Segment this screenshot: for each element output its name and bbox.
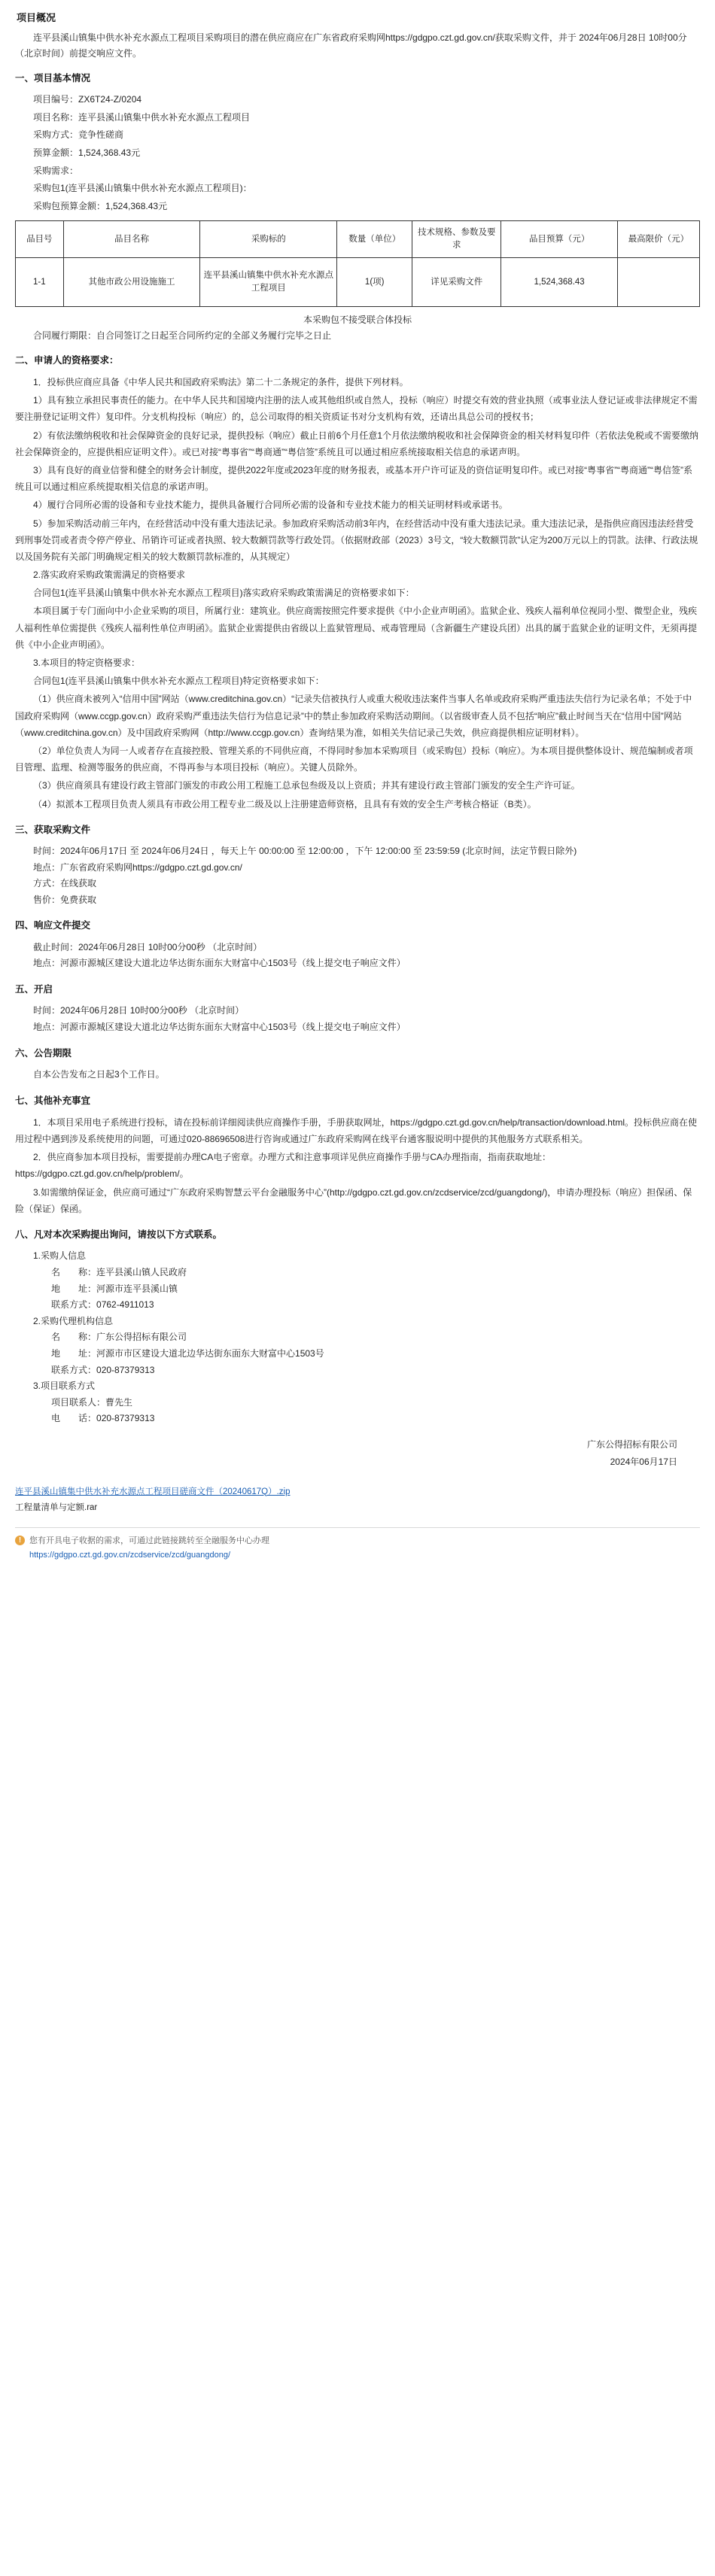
agency-name xyxy=(15,1329,700,1346)
attachment-link-rar[interactable]: 工程量清单与定额.rar xyxy=(15,1503,98,1513)
project-contact-phone-value: 020-87379313 xyxy=(96,1413,155,1424)
footer-notice-text xyxy=(29,1534,269,1562)
other-matters-item: 2．供应商参加本项目投标，需要提前办理CA电子密章。办理方式和注意事项详见供应商操作手册与CA办理指南，指南获取地址：https://gdgpo.czt.gd.gov.cn/help/problem/。 xyxy=(15,1152,552,1180)
get-documents-method: 方式：在线获取 xyxy=(33,878,97,889)
response-place: 地点：河源市源城区建设大道北边华达街东面东大财富中心1503号（线上提交电子响应文件） xyxy=(33,958,406,969)
purchaser-name-value: 连平县溪山镇人民政府 xyxy=(96,1267,187,1278)
project-contact-person-value: 曹先生 xyxy=(105,1396,133,1408)
other-matters-item: 1．本项目采用电子系统进行投标，请在投标前详细阅读供应商操作手册，手册获取网址，https://gdgpo.czt.gd.gov.cn/help/transaction/download.html。投标供应商在使用过程中遇到涉及系统使用的问题，可通过020-88696508进行咨询或通过广东政府采购网在线平台通客服说明中提供的其他服务方式联系相关。 xyxy=(15,1116,697,1145)
field-procurement-method xyxy=(15,127,700,144)
project-contact-phone-label: 电 话： xyxy=(51,1413,97,1424)
response-deadline: 截止时间：2024年06月28日 10时00分00秒 （北京时间） xyxy=(33,941,263,952)
field-procurement-method-value: 竞争性磋商 xyxy=(78,129,124,141)
package-title: 采购包1(连平县溪山镇集中供水补充水源点工程项目)： xyxy=(33,183,252,194)
field-project-number-label: 项目编号： xyxy=(33,94,79,105)
field-procurement-method-label: 采购方式： xyxy=(33,129,79,141)
field-project-name xyxy=(15,110,700,126)
project-contact-person xyxy=(15,1395,700,1411)
signature-date: 2024年06月17日 xyxy=(610,1456,677,1467)
warning-icon: ! xyxy=(15,1536,25,1545)
qualification-item: 4）履行合同所必需的设备和专业技术能力，提供具备履行合同所必需的设备和专业技术能力的相关证明材料或承诺书。 xyxy=(33,500,508,511)
package-budget: 采购包预算金额：1,524,368.43元 xyxy=(33,200,168,211)
col-header-quantity: 数量（单位） xyxy=(337,221,412,258)
agency-contact xyxy=(15,1362,700,1379)
table-row xyxy=(16,258,700,307)
purchaser-name xyxy=(15,1265,700,1281)
agency-address-value: 河源市市区建设大道北边华达街东面东大财富中心1503号 xyxy=(96,1347,324,1359)
cell-spec: 详见采购文件 xyxy=(412,258,501,307)
specific-requirement-item: （4）拟派本工程项目负责人须具有市政公用工程专业二级及以上注册建造师资格，且具有有效的安全生产考核合格证（B类）。 xyxy=(33,798,537,810)
cell-max-price xyxy=(617,258,699,307)
section-heading-response-submission: 四、响应文件提交 xyxy=(15,920,91,931)
purchaser-contact xyxy=(15,1297,700,1314)
contact-group-title-agency: 2.采购代理机构信息 xyxy=(33,1315,114,1326)
section-heading-contacts: 八、凡对本次采购提出询问，请按以下方式联系。 xyxy=(15,1229,223,1241)
section-heading-other-matters: 七、其他补充事宜 xyxy=(15,1095,91,1106)
purchaser-address-value: 河源市连平县溪山镇 xyxy=(96,1283,178,1294)
note-contract-period: 合同履行期限：自合同签订之日起至合同所约定的全部义务履行完毕之日止 xyxy=(33,330,332,342)
purchaser-name-label: 名 称： xyxy=(51,1267,97,1278)
section-heading-get-documents: 三、获取采购文件 xyxy=(15,824,91,835)
field-procurement-requirement xyxy=(15,163,700,180)
qualification-item: 1）具有独立承担民事责任的能力。在中华人民共和国境内注册的法人或其他组织或自然人，投标（响应）时提交有效的营业执照（或事业法人登记证或非法律规定不需要注册登记证明文件）复印件。分支机构投标（响应）的，总公司取得的相关资质证书对分支机构有效，还请出具总公司的授权书； xyxy=(15,395,698,423)
purchaser-contact-value: 0762-4911013 xyxy=(96,1299,154,1311)
agency-name-value: 广东公得招标有限公司 xyxy=(96,1332,187,1343)
col-header-spec: 技术规格、参数及要求 xyxy=(412,221,501,258)
policy-requirement-item: 合同包1(连平县溪山镇集中供水补充水源点工程项目)落实政府采购政策需满足的资格要求如下： xyxy=(33,588,415,599)
qualification-item: 2）有依法缴纳税收和社会保障资金的良好记录，提供投标（响应）截止日前6个月任意1个月依法缴纳税收和社会保障资金的相关材料复印件（若依法免税或不需要缴纳社会保障资金的，应提供相应证明文件）。或已对接“粤事省”“粤商通”“粤信签”系统且可以通过相应系统接取相关信息的承诺声明。 xyxy=(15,430,699,457)
specific-requirement-item: （2）单位负责人为同一人或者存在直接控股、管理关系的不同供应商，不得同时参加本采购项目（或采购包）投标（响应）。为本项目提供整体设计、规范编制或者项目管理、监理、检测等服务的供应商，不得再参与本项目投标（响应）。关键人员除外。 xyxy=(15,745,693,773)
page-title: 项目概况 xyxy=(17,12,56,23)
col-header-budget: 品目预算（元） xyxy=(501,221,618,258)
signature-block xyxy=(15,1436,677,1471)
section-heading-opening: 五、开启 xyxy=(15,984,53,995)
procurement-items-table xyxy=(15,220,700,307)
field-project-name-label: 项目名称： xyxy=(33,111,79,123)
note-no-consortium: 本采购包不接受联合体投标 xyxy=(303,314,412,326)
qualification-item: 3）具有良好的商业信誉和健全的财务会计制度，提供2022年度或2023年度的财务报表，或基本开户许可证及的资信证明复印件。或已对接“粤事省”“粤商通”“粤信签”系统且可以通过相应系统提取相关信息的承诺声明。 xyxy=(15,464,693,493)
policy-requirement-heading: 2.落实政府采购政策需满足的资格要求 xyxy=(33,570,186,581)
specific-requirement-item: （3）供应商须具有建设行政主管部门颁发的市政公用工程施工总承包叁级及以上资质；并其有建设行政主管部门颁发的安全生产许可证。 xyxy=(33,780,580,791)
purchaser-contact-label: 联系方式： xyxy=(51,1299,97,1311)
section-heading-basic-info: 一、项目基本情况 xyxy=(15,72,91,84)
specific-requirement-item: 合同包1(连平县溪山镇集中供水补充水源点工程项目)特定资格要求如下： xyxy=(33,676,324,687)
col-header-max-price: 最高限价（元） xyxy=(617,221,699,258)
cell-item-no: 1-1 xyxy=(16,258,64,307)
specific-requirement-item: （1）供应商未被列入“信用中国”网站（www.creditchina.gov.cn）“记录失信被执行人或重大税收违法案件当事人名单或政府采购严重违法失信行为记录名单；不处于中国政府采购网（www.ccgp.gov.cn）政府采购严重违法失信行为信息记录”中的禁止参加政府采购活动期间。（以省级审查人员不包括“响应”截止时间当天在“信用中国”网站（www.creditchina.gov.cn）及中国政府采购网（http://www.ccgp.gov.cn）查询结果为准，如相关失信记录己失效，供应商提供相应证明材料）。 xyxy=(15,694,692,738)
field-budget-amount-value: 1,524,368.43元 xyxy=(78,147,141,159)
purchaser-address xyxy=(15,1281,700,1298)
get-documents-price: 售价：免费获取 xyxy=(33,894,97,905)
agency-name-label: 名 称： xyxy=(51,1332,97,1343)
table-header-row xyxy=(16,221,700,258)
agency-address-label: 地 址： xyxy=(51,1347,97,1359)
policy-requirement-item: 本项目属于专门面向中小企业采购的项目，所属行业：建筑业。供应商需按照完件要求提供《中小企业声明函》。监狱企业、残疾人福利单位视同小型、微型企业，残疾人福利性单位需提供《残疾人福利性单位声明函》。监狱企业需提供由省级以上监狱管理局、戒毒管理局（含新疆生产建设兵团）出具的属于监狱企业的证明文件，无须再提供《中小企业声明函》。 xyxy=(15,606,698,650)
attachment-list xyxy=(15,1484,700,1517)
opening-time: 时间：2024年06月28日 10时00分00秒 （北京时间） xyxy=(33,1005,245,1016)
footer-notice-label: 您有开具电子收据的需求，可通过此链接跳转至全融服务中心办理 xyxy=(29,1536,269,1546)
other-matters-item: 3.如需缴纳保证金，供应商可通过“广东政府采购智慧云平台金融服务中心”(http://gdgpo.czt.gd.gov.cn/zcdservice/zcd/guangdong/)，申请办理投标（响应）担保函、保险（保证）保函。 xyxy=(15,1186,692,1214)
contact-group-title-purchaser: 1.采购人信息 xyxy=(33,1250,87,1262)
agency-address xyxy=(15,1346,700,1362)
contact-group-title-project: 3.项目联系方式 xyxy=(33,1381,96,1392)
qualification-item: 5）参加采购活动前三年内，在经营活动中没有重大违法记录。参加政府采购活动前3年内，在经营活动中没有重大违法记录。重大违法记录，是指供应商因违法经营受到刑事处罚或者责令停产停业、吊销许可证或者执照、较大数额罚款等行政处罚。（依据财政部（2023）3号文，“较大数额罚款”认定为200万元以上的罚款。法律、行政法规以及国务院有关部门明确规定相关的较大数额罚款标准的，从其规定） xyxy=(15,518,698,562)
field-procurement-requirement-label: 采购需求： xyxy=(33,165,79,176)
agency-contact-value: 020-87379313 xyxy=(96,1364,155,1375)
cell-budget: 1,524,368.43 xyxy=(501,258,618,307)
footer-notice-link[interactable]: https://gdgpo.czt.gd.gov.cn/zcdservice/zcd/guangdong/ xyxy=(29,1550,231,1560)
signature-org: 广东公得招标有限公司 xyxy=(586,1438,677,1450)
project-contact-phone xyxy=(15,1411,700,1427)
qualification-item: 1．投标供应商应具备《中华人民共和国政府采购法》第二十二条规定的条件，提供下列材料。 xyxy=(33,377,409,388)
field-project-name-value: 连平县溪山镇集中供水补充水源点工程项目 xyxy=(78,111,251,123)
field-budget-amount-label: 预算金额： xyxy=(33,147,79,159)
project-contact-person-label: 项目联系人： xyxy=(51,1396,106,1408)
purchaser-address-label: 地 址： xyxy=(51,1283,97,1294)
cell-item-name: 其他市政公用设施施工 xyxy=(63,258,200,307)
announcement-period-text: 自本公告发布之日起3个工作日。 xyxy=(33,1068,165,1080)
field-budget-amount xyxy=(15,145,700,162)
field-project-number-value: ZX6T24-Z/0204 xyxy=(78,94,142,105)
col-header-item-name: 品目名称 xyxy=(63,221,200,258)
field-project-number xyxy=(15,92,700,108)
section-heading-announcement-period: 六、公告期限 xyxy=(15,1047,72,1059)
agency-contact-label: 联系方式： xyxy=(51,1364,97,1375)
cell-quantity: 1(项) xyxy=(337,258,412,307)
section-heading-qualifications: 二、申请人的资格要求： xyxy=(15,354,119,366)
footer-notice xyxy=(15,1527,700,1565)
specific-requirement-heading: 3.本项目的特定资格要求： xyxy=(33,658,141,669)
attachment-link-zip[interactable]: 连平县溪山镇集中供水补充水源点工程项目磋商文件（20240617Q）.zip xyxy=(15,1487,291,1496)
get-documents-place: 地点：广东省政府采购网https://gdgpo.czt.gd.gov.cn/ xyxy=(33,861,242,873)
cell-target: 连平县溪山镇集中供水补充水源点工程项目 xyxy=(200,258,337,307)
col-header-item-no: 品目号 xyxy=(16,221,64,258)
col-header-target: 采购标的 xyxy=(200,221,337,258)
get-documents-time: 时间：2024年06月17日 至 2024年06月24日 ，每天上午 00:00:00 至 12:00:00 ，下午 12:00:00 至 23:59:59 (北京时间，法定节假日除外) xyxy=(33,846,577,857)
project-overview-text: 连平县溪山镇集中供水补充水源点工程项目采购项目的潜在供应商应在广东省政府采购网https://gdgpo.czt.gd.gov.cn/获取采购文件，并于 2024年06月28日 10时00分 （北京时间）前提交响应文件。 xyxy=(15,32,687,59)
opening-place: 地点：河源市源城区建设大道北边华达街东面东大财富中心1503号（线上提交电子响应文件） xyxy=(33,1021,406,1032)
